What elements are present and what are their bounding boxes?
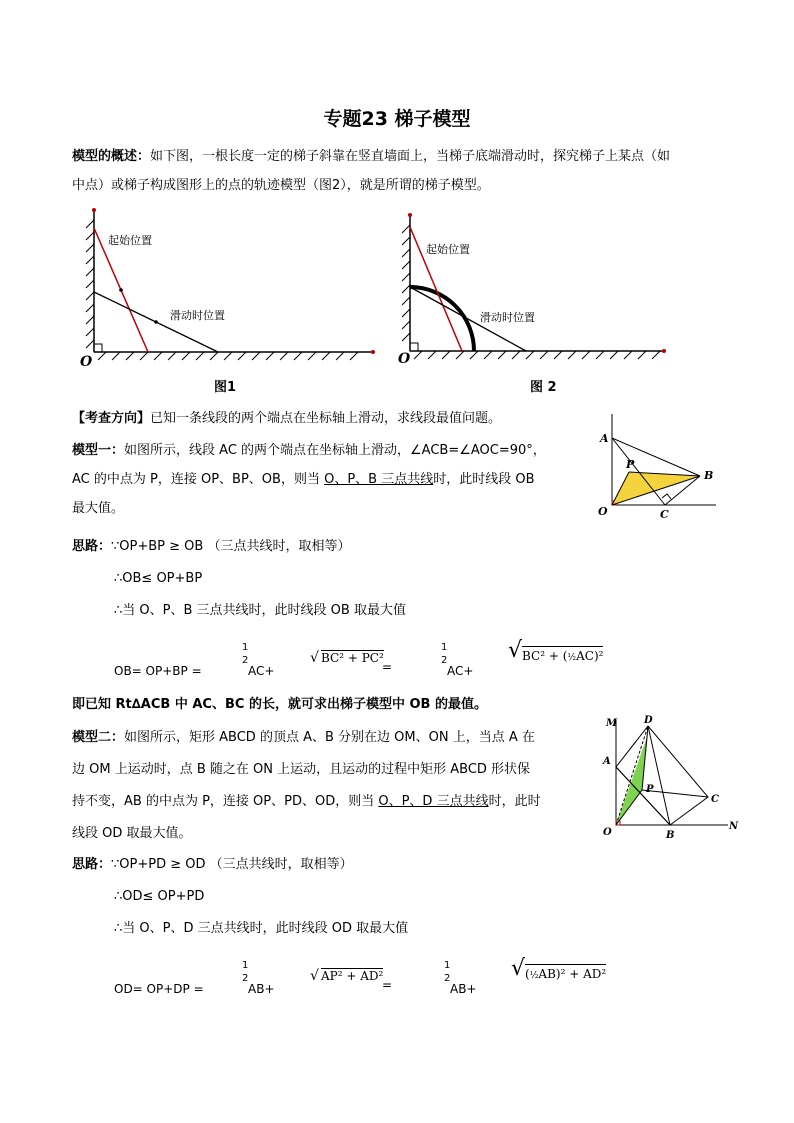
model1-label-A: A (600, 432, 609, 445)
formula1-eq: = (382, 660, 393, 674)
model2-line3-underline: O、P、D 三点共线 (378, 794, 489, 809)
model2-label-M: M (606, 718, 618, 729)
model2-label-O: O (603, 827, 612, 838)
formula2-lhs: OD= OP+DP = (114, 982, 204, 996)
figure1-slide-label: 滑动时位置 (170, 309, 225, 322)
figure2-start-label: 起始位置 (426, 243, 470, 256)
figure1-ground-end-point (371, 350, 375, 354)
model2-label-C: C (711, 794, 719, 805)
model2-label-P: P (646, 784, 654, 795)
direction-label: 【考查方向】 (72, 411, 151, 426)
model2-label-D: D (644, 715, 653, 726)
model2-line4: 线段 OD 取最大值。 (72, 826, 192, 841)
formula1-lhs: OB= OP+BP = (114, 664, 202, 678)
formula1-half-den: 2 (242, 655, 249, 666)
model2-line3-a: 持不变，AB 的中点为 P，连接 OP、PD、OD，则当 (72, 794, 379, 809)
model2-line1: 如图所示，矩形 ABCD 的顶点 A、B 分别在边 OM、ON 上，当点 A 在 (124, 730, 535, 745)
formula1-sqrt-sign: √ (310, 650, 319, 666)
formula2-half-num2: 1 (444, 960, 451, 971)
thinking1-line1 (72, 532, 350, 561)
direction-line (72, 404, 501, 433)
thinking1-label: 思路： (72, 539, 112, 554)
formula1-sqrt1: BC² + PC² (321, 651, 384, 665)
figure2-trajectory-arc (410, 287, 474, 351)
model1-line2-underline: O、P、B 三点共线 (324, 472, 434, 487)
model1-label-B: B (704, 469, 714, 482)
figure1-origin: O (80, 354, 93, 370)
formula2: OD= OP+DP = 1 2 AB+ √ AP² + AD² = 1 2 AB+ √ (½AB)² + AD² (114, 956, 607, 996)
direction-text: 已知一条线段的两个端点在坐标轴上滑动，求线段最值问题。 (150, 411, 502, 426)
model2-paragraph (72, 722, 552, 850)
intro-line2: 中点）或梯子构成图形上的点的轨迹模型（图2），就是所谓的梯子模型。 (72, 178, 490, 193)
formula1-term1: AC+ (248, 664, 275, 678)
model2-label-A: A (603, 756, 611, 767)
formula2-half-num: 1 (242, 960, 249, 971)
thinking2-s3: ∴当 O、P、D 三点共线时，此时线段 OD 取最大值 (114, 921, 409, 936)
formula2-eq: = (382, 978, 393, 992)
figure2-diagram (396, 205, 686, 370)
figure1-wall-top-point (92, 208, 96, 212)
formula1-half-num: 1 (242, 642, 249, 653)
formula1-sqrt-sign2: √ (508, 638, 523, 663)
thinking2-s1: ∵OP+PD ≥ OD （三点共线时，取相等） (111, 857, 353, 872)
model2-line3-b: 时，此时 (488, 794, 541, 809)
figure1-caption: 图1 (214, 380, 237, 395)
figure1-diagram (78, 200, 378, 370)
thinking1-s2: ∴OB≤ OP+BP (114, 571, 203, 586)
model1-label-O: O (598, 505, 608, 518)
model2-label-N: N (729, 821, 739, 832)
formula2-sqrt2: (½AB)² + AD² (525, 964, 606, 981)
model1-diagram (592, 408, 722, 523)
intro-label: 模型的概述： (72, 149, 151, 164)
model1-label: 模型一： (72, 443, 125, 458)
model1-label-P: P (626, 458, 635, 471)
formula2-sqrt1: AP² + AD² (321, 969, 384, 983)
thinking1-s1: ∵OP+BP ≥ OB （三点共线时，取相等） (111, 539, 351, 554)
thinking2-label: 思路： (72, 857, 112, 872)
model2-label-B: B (666, 830, 675, 841)
page-title: 专题23 梯子模型 (323, 108, 471, 130)
formula2-term2: AB+ (450, 982, 477, 996)
thinking1-s3: ∴当 O、P、B 三点共线时，此时线段 OB 取最大值 (114, 603, 406, 618)
formula2-term1: AB+ (248, 982, 275, 996)
thinking2-line1 (72, 850, 353, 879)
formula2-half-den: 2 (242, 973, 249, 984)
figure2-origin: O (398, 351, 411, 367)
figure1-wall (94, 210, 373, 352)
formula1-half-den2: 2 (441, 655, 448, 666)
formula1-sqrt2: BC² + (½AC)² (522, 646, 603, 663)
figure2-slide-label: 滑动时位置 (480, 311, 535, 324)
formula2-half-den2: 2 (444, 973, 451, 984)
model1-line3: 最大值。 (72, 501, 125, 516)
formula1-half-num2: 1 (441, 642, 448, 653)
model1-line2-b: 时，此时线段 OB (433, 472, 535, 487)
thinking2-s2: ∴OD≤ OP+PD (114, 889, 205, 904)
model2-label: 模型二： (72, 730, 125, 745)
figure2-caption: 图 2 (530, 380, 557, 395)
model1-paragraph (72, 436, 567, 523)
model2-rectangle (616, 726, 708, 825)
figure1-start-label: 起始位置 (108, 234, 152, 247)
intro-paragraph (72, 142, 732, 200)
figure1-slide-midpoint (154, 320, 158, 324)
conclusion: 即已知 Rt∆ACB 中 AC、BC 的长，就可求出梯子模型中 OB 的最值。 (72, 697, 487, 712)
formula1 (114, 640, 734, 684)
model1-line1: 如图所示，线段 AC 的两个端点在坐标轴上滑动，∠ACB=∠AOC=90°， (124, 443, 546, 458)
model2-line2: 边 OM 上运动时，点 B 随之在 ON 上运动，且运动的过程中矩形 ABCD 形状保 (72, 762, 531, 777)
intro-line1: 如下图，一根长度一定的梯子斜靠在竖直墙面上，当梯子底端滑动时，探究梯子上某点（如 (150, 149, 671, 164)
figure1-right-angle (94, 344, 102, 352)
formula1-term2: AC+ (447, 664, 474, 678)
model1-label-C: C (660, 508, 669, 521)
figure1-start-midpoint (119, 288, 123, 292)
model2-diagram (598, 712, 743, 842)
model1-line2-a: AC 的中点为 P，连接 OP、BP、OB，则当 (72, 472, 325, 487)
